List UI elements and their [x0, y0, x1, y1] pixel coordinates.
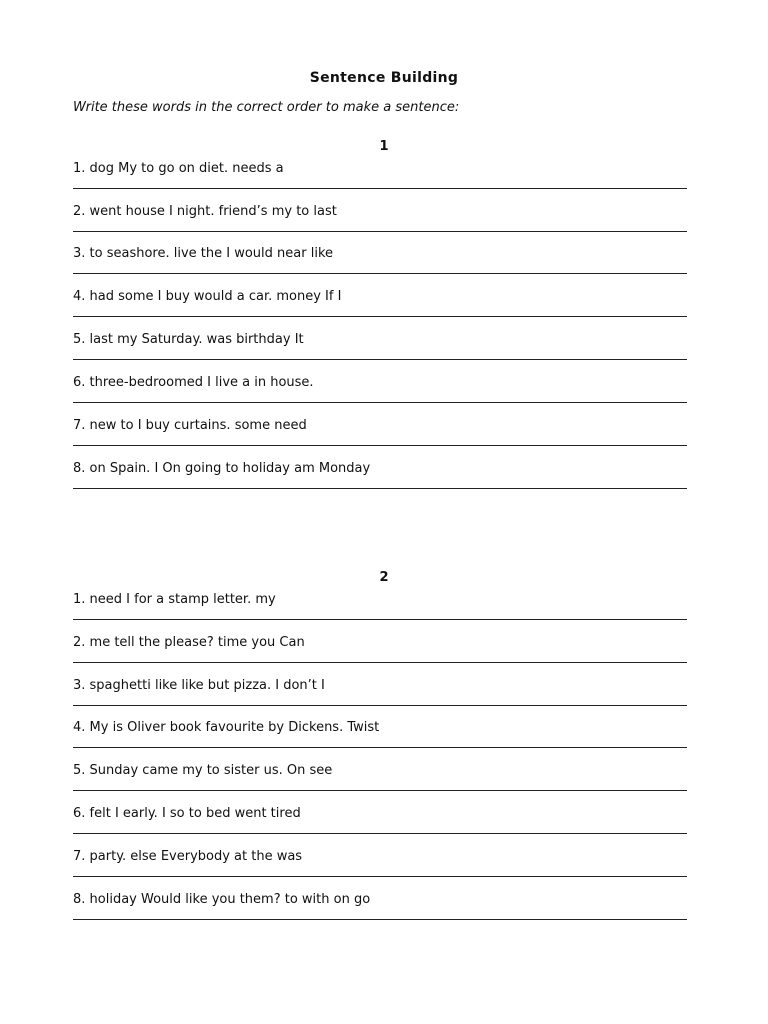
exercise-item [73, 246, 689, 282]
exercise-prompt: 6. felt I early. I so to bed went tired [73, 806, 301, 821]
answer-line[interactable] [73, 231, 687, 232]
answer-line[interactable] [73, 316, 687, 317]
exercise-item [73, 461, 689, 497]
answer-line[interactable] [73, 747, 687, 748]
answer-line[interactable] [73, 619, 687, 620]
exercise-prompt: 3. spaghetti like like but pizza. I don’t I [73, 678, 325, 693]
exercise-item [73, 678, 689, 714]
answer-line[interactable] [73, 488, 687, 489]
exercise-item [73, 418, 689, 454]
exercise-item [73, 161, 689, 197]
exercise-prompt: 6. three-bedroomed I live a in house. [73, 375, 314, 390]
exercise-item [73, 635, 689, 671]
answer-line[interactable] [73, 833, 687, 834]
answer-line[interactable] [73, 790, 687, 791]
exercise-prompt: 4. My is Oliver book favourite by Dickens. Twist [73, 720, 380, 735]
exercise-prompt: 5. Sunday came my to sister us. On see [73, 763, 333, 778]
exercise-prompt: 8. on Spain. I On going to holiday am Monday [73, 461, 371, 476]
exercise-prompt: 2. me tell the please? time you Can [73, 635, 305, 650]
worksheet-title: Sentence Building [309, 70, 459, 86]
worksheet-instruction: Write these words in the correct order to make a sentence: [73, 100, 460, 115]
exercise-item [73, 720, 689, 756]
answer-line[interactable] [73, 919, 687, 920]
exercise-prompt: 5. last my Saturday. was birthday It [73, 332, 304, 347]
exercise-prompt: 8. holiday Would like you them? to with on go [73, 892, 371, 907]
exercise-item [73, 892, 689, 928]
section-number: 1 [379, 139, 389, 154]
answer-line[interactable] [73, 876, 687, 877]
section-number: 2 [379, 570, 389, 585]
exercise-item [73, 806, 689, 842]
answer-line[interactable] [73, 445, 687, 446]
answer-line[interactable] [73, 273, 687, 274]
exercise-item [73, 375, 689, 411]
answer-line[interactable] [73, 359, 687, 360]
exercise-item [73, 592, 689, 628]
answer-line[interactable] [73, 188, 687, 189]
exercise-prompt: 7. new to I buy curtains. some need [73, 418, 307, 433]
exercise-item [73, 849, 689, 885]
exercise-prompt: 1. need I for a stamp letter. my [73, 592, 276, 607]
exercise-item [73, 332, 689, 368]
exercise-item [73, 204, 689, 240]
answer-line[interactable] [73, 705, 687, 706]
exercise-prompt: 4. had some I buy would a car. money If I [73, 289, 342, 304]
exercise-item [73, 289, 689, 325]
answer-line[interactable] [73, 402, 687, 403]
exercise-prompt: 2. went house I night. friend’s my to last [73, 204, 337, 219]
exercise-item [73, 763, 689, 799]
exercise-prompt: 1. dog My to go on diet. needs a [73, 161, 284, 176]
answer-line[interactable] [73, 662, 687, 663]
exercise-prompt: 3. to seashore. live the I would near like [73, 246, 334, 261]
exercise-prompt: 7. party. else Everybody at the was [73, 849, 303, 864]
